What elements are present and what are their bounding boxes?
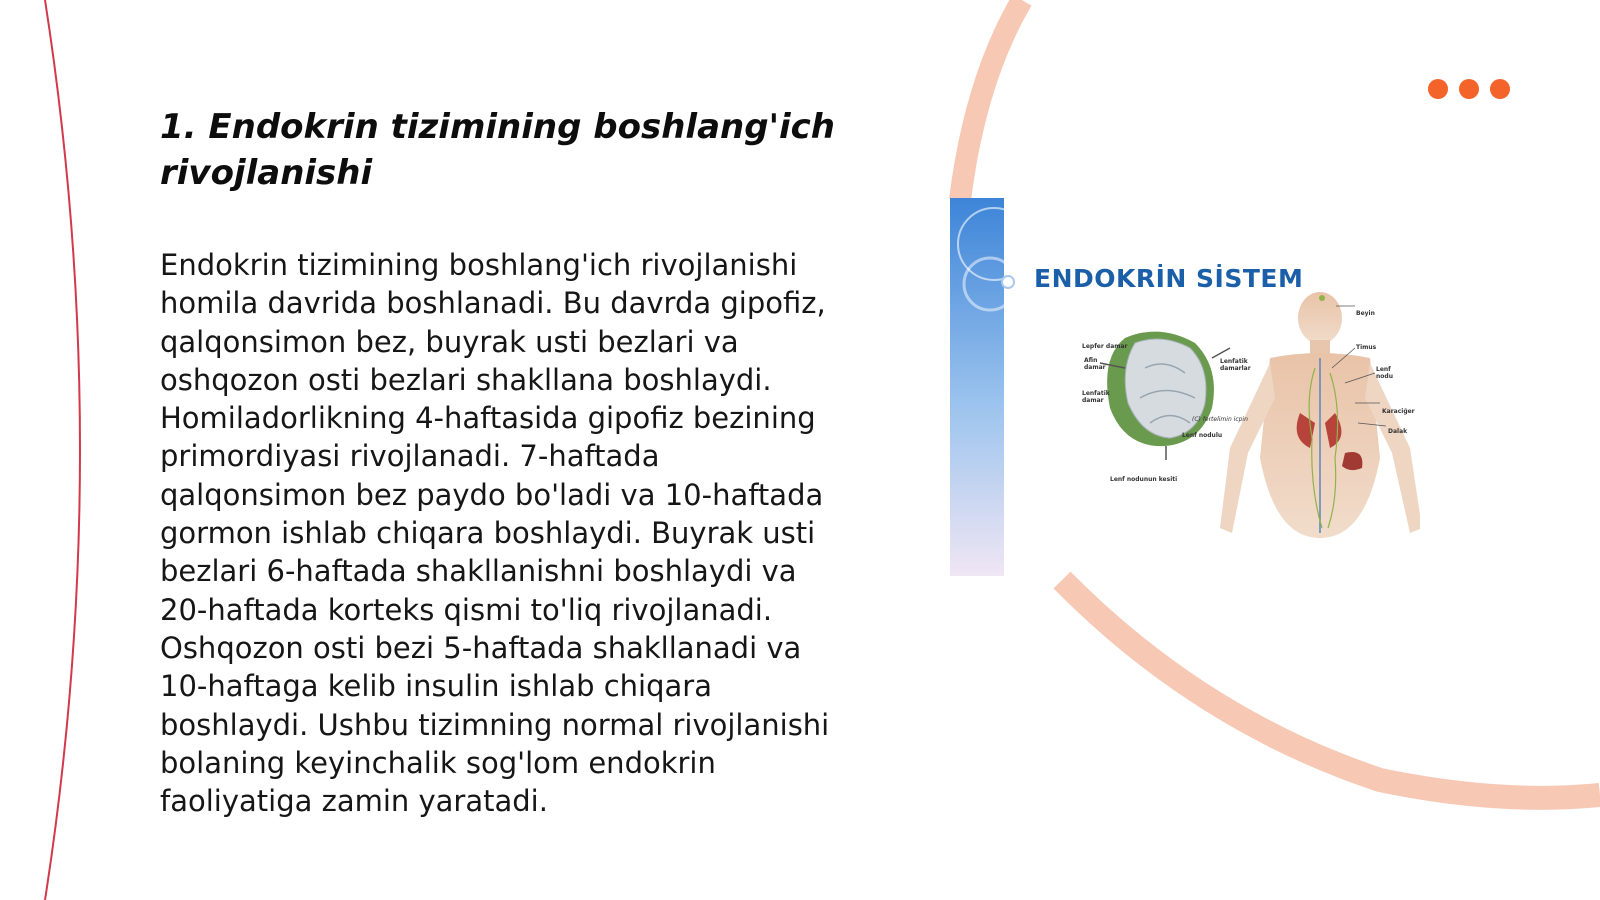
arc-top-decoration <box>960 0 1022 200</box>
dot-1 <box>1428 79 1448 99</box>
left-curve-decoration <box>45 0 80 900</box>
figure-label: (C) fertelimin icpin <box>1192 416 1248 423</box>
arc-bottom-decoration <box>1062 580 1600 798</box>
figure-label: Lenf nodulu <box>1182 432 1223 439</box>
endocrine-system-image <box>950 198 1420 578</box>
dot-3 <box>1490 79 1510 99</box>
dot-2 <box>1459 79 1479 99</box>
figure-label: Lenf nodu <box>1376 366 1393 380</box>
blue-gradient-bar <box>950 198 1004 576</box>
slide-body-text: Endokrin tizimining boshlang'ich rivojlanishi homila davrida boshlanadi. Bu davrda gipofiz, qalqonsimon bez, buyrak usti bezlari va oshqozon osti bezlari shakllana boshlaydi. Homiladorlikning 4-haftasida gipofiz bezining primordiyasi rivojlanadi. 7-haftada qalqonsimon bez paydo bo'ladi va 10-haftada gormon ishlab chiqara boshlaydi. Buyrak usti bezlari 6-haftada shakllanishni boshlaydi va 20-haftada korteks qismi to'liq rivojlanadi. Oshqozon osti bezi 5-haftada shakllanadi va 10-haftaga kelib insulin ishlab chiqara boshlaydi. Ushbu tizimning normal rivojlanishi bolaning keyinchalik sog'lom endokrin faoliyatiga zamin yaratadi. <box>160 248 830 819</box>
figure-label: Timus <box>1356 344 1377 351</box>
figure-label: Karaciğer <box>1382 408 1415 415</box>
figure-label: Lepfer damar <box>1082 343 1128 350</box>
dots-decoration <box>1428 79 1510 99</box>
figure-label: Lenfatik damar <box>1082 390 1110 404</box>
figure-label: Beyin <box>1356 310 1375 317</box>
figure-label: Afin damar <box>1084 357 1106 371</box>
figure-label: Lenfatik damarlar <box>1220 358 1251 372</box>
human-body-illustration <box>1220 292 1420 538</box>
figure-title: ENDOKRİN SİSTEM <box>1034 264 1304 293</box>
lymph-node-illustration <box>1100 332 1230 460</box>
slide-title: 1. Endokrin tizimining boshlang'ich rivojlanishi <box>160 107 835 193</box>
figure-label: Lenf nodunun kesiti <box>1110 476 1178 483</box>
figure-label: Dalak <box>1388 428 1408 435</box>
